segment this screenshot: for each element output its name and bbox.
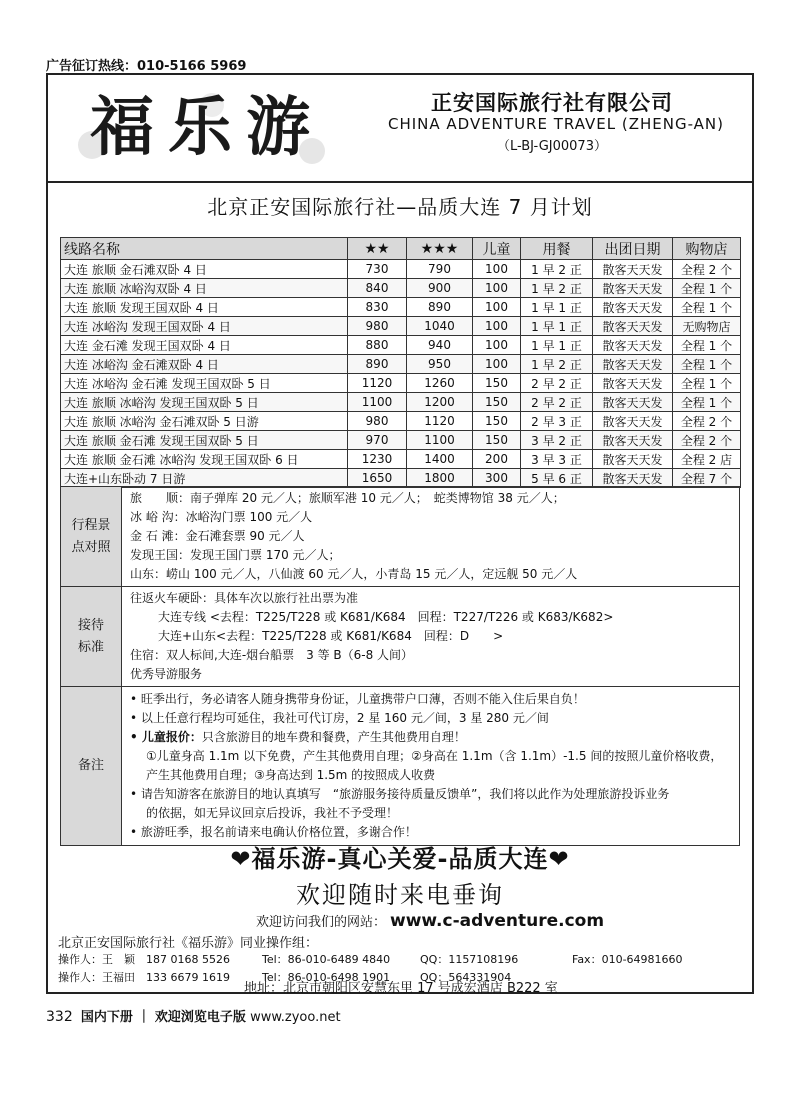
meals: 1 早 1 正 [521,298,593,317]
route-name: 大连 旅顺 金石滩双卧 4 日 [61,260,348,279]
advert-hotline: 广告征订热线：010-5166 5969 [46,59,247,74]
shops: 全程 1 个 [673,393,741,412]
route-name: 大连 冰峪沟 金石滩 发现王国双卧 5 日 [61,374,348,393]
price-3star: 1200 [407,393,473,412]
note-child-price: • 儿童报价：只含旅游目的地车费和餐费，产生其他费用自理！ [130,730,466,744]
company-name-en: CHINA ADVENTURE TRAVEL (ZHENG-AN) [387,115,725,133]
price-child: 150 [473,412,521,431]
price-2star: 830 [348,298,407,317]
departure: 散客天天发 [593,317,673,336]
notes-label: 备注 [61,687,122,846]
route-name: 大连 旅顺 冰峪沟 金石滩双卧 5 日游 [61,412,348,431]
shops: 全程 2 店 [673,450,741,469]
sight-jinshitan: 金 石 滩：金石滩套票 90 元／人 [130,529,305,543]
route-price-table [60,237,741,488]
reception-guide: 优秀导游服务 [130,667,203,681]
sights-content [122,487,740,587]
reception-content [122,587,740,687]
table-row [61,298,741,317]
route-name: 大连 旅顺 金石滩 发现王国双卧 5 日 [61,431,348,450]
operator-1-fax: Fax：010-64981660 [572,953,683,966]
footer-site[interactable]: www.zyoo.net [250,1010,341,1025]
table-row [61,374,741,393]
company-header [48,75,752,183]
table-row [61,393,741,412]
price-2star: 1100 [348,393,407,412]
fuleyou-calligraphy-logo [62,81,352,173]
col-header-2star: ★★ [348,238,407,260]
price-child: 100 [473,317,521,336]
sight-discoveryland: 发现王国：发现王国门票 170 元／人； [130,548,341,562]
departure: 散客天天发 [593,260,673,279]
price-2star: 980 [348,317,407,336]
price-child: 150 [473,431,521,450]
route-name: 大连 金石滩 发现王国双卧 4 日 [61,336,348,355]
route-name: 大连+山东卧动 7 日游 [61,469,348,488]
reception-label: 接待 标准 [61,587,122,687]
reception-lodging: 住宿：双人标间,大连-烟台船票 3 等 B（6-8 人间） [130,648,414,662]
note-id-requirement: • 旺季出行，务必请客人随身携带身份证，儿童携带户口薄，否则不能入住后果自负！ [130,692,585,706]
price-child: 150 [473,374,521,393]
price-child: 150 [473,393,521,412]
meals: 1 早 2 正 [521,279,593,298]
shops: 全程 1 个 [673,336,741,355]
price-3star: 890 [407,298,473,317]
shops: 全程 2 个 [673,260,741,279]
travel-info-table [60,486,740,846]
col-header-child: 儿童 [473,238,521,260]
meals: 3 早 2 正 [521,431,593,450]
sights-row [61,487,740,587]
price-3star: 790 [407,260,473,279]
price-3star: 900 [407,279,473,298]
departure: 散客天天发 [593,336,673,355]
col-header-3star: ★★★ [407,238,473,260]
slogan-call: 欢迎随时来电垂询 [296,881,504,909]
shops: 全程 2 个 [673,431,741,450]
table-row [61,260,741,279]
table-row [61,317,741,336]
slogan-main: ❤福乐游-真心关爱-品质大连❤ [230,845,570,873]
col-header-shops: 购物店 [673,238,741,260]
price-2star: 840 [348,279,407,298]
price-3star: 950 [407,355,473,374]
note-feedback-form-1: • 请告知游客在旅游目的地认真填写 “旅游服务接待质量反馈单”，我们将以此作为处理旅游投诉业务 [130,787,670,801]
footer-section: 国内下册 ｜ 欢迎浏览电子版 [80,1010,246,1025]
note-child-height-1: ①儿童身高 1.1m 以下免费，产生其他费用自理；②身高在 1.1m（含 1.1m）-1.5 间的按照儿童价格收费， [146,749,723,763]
departure: 散客天天发 [593,431,673,450]
price-2star: 1230 [348,450,407,469]
table-row [61,431,741,450]
notes-row [61,687,740,846]
license-number: （L-BJ-GJ00073） [497,139,607,154]
sight-lvshun: 旅 顺：南子弹库 20 元／人；旅顺军港 10 元／人； 蛇类博物馆 38 元／人； [130,491,565,505]
company-address: 地址：北京市朝阳区安慧东里 17 号成宏酒店 B222 室 [244,981,558,996]
note-extend-stay: • 以上任意行程均可延住，我社可代订房，2 星 160 元／间，3 星 280 元／间 [130,711,549,725]
meals: 3 早 3 正 [521,450,593,469]
price-2star: 880 [348,336,407,355]
heart-icon: ❤ [230,845,252,873]
website-link[interactable]: www.c-adventure.com [390,911,605,931]
departure: 散客天天发 [593,393,673,412]
operator-1-name: 操作人：王 颖 187 0168 5526 [58,953,230,966]
departure: 散客天天发 [593,355,673,374]
notes-content [122,687,740,846]
price-2star: 980 [348,412,407,431]
sight-bingyugou: 冰 峪 沟：冰峪沟门票 100 元／人 [130,510,313,524]
page-footer [46,1006,341,1025]
price-child: 100 [473,298,521,317]
sight-shandong: 山东：崂山 100 元／人，八仙渡 60 元／人，小青岛 15 元／人，定远舰 50 元／人 [130,567,578,581]
table-row [61,469,741,488]
shops: 全程 2 个 [673,412,741,431]
shops: 全程 1 个 [673,279,741,298]
sights-label: 行程景 点对照 [61,487,122,587]
table-row [61,450,741,469]
price-2star: 970 [348,431,407,450]
meals: 2 早 3 正 [521,412,593,431]
price-3star: 1400 [407,450,473,469]
price-3star: 940 [407,336,473,355]
logo-text: 福乐游 [90,90,324,165]
price-3star: 1100 [407,431,473,450]
departure: 散客天天发 [593,298,673,317]
operator-2-qq: QQ：564331904 [420,971,512,984]
meals: 5 早 6 正 [521,469,593,488]
heart-icon: ❤ [548,845,570,873]
meals: 1 早 2 正 [521,355,593,374]
meals: 1 早 1 正 [521,336,593,355]
note-child-height-2: 产生其他费用自理；③身高达到 1.5m 的按照成人收费 [146,768,436,782]
page-title: 北京正安国际旅行社—品质大连 7 月计划 [207,195,593,219]
price-child: 100 [473,260,521,279]
price-child: 200 [473,450,521,469]
route-name: 大连 旅顺 冰峪沟双卧 4 日 [61,279,348,298]
price-2star: 1650 [348,469,407,488]
page-number: 332 [46,1009,73,1025]
reception-train: 往返火车硬卧：具体车次以旅行社出票为准 [130,591,359,605]
price-3star: 1040 [407,317,473,336]
operator-2-name: 操作人：王福田 133 6679 1619 [58,971,230,984]
price-3star: 1800 [407,469,473,488]
meals: 2 早 2 正 [521,393,593,412]
departure: 散客天天发 [593,469,673,488]
departure: 散客天天发 [593,279,673,298]
note-feedback-form-2: 的依据，如无异议回京后投诉，我社不予受理！ [146,806,399,820]
table-row [61,336,741,355]
operator-2-tel: Tel：86-010-6498 1901 [262,971,391,984]
price-2star: 890 [348,355,407,374]
col-header-route: 线路名称 [61,238,348,260]
price-3star: 1260 [407,374,473,393]
route-name: 大连 冰峪沟 金石滩双卧 4 日 [61,355,348,374]
col-header-meals: 用餐 [521,238,593,260]
price-2star: 1120 [348,374,407,393]
meals: 1 早 1 正 [521,317,593,336]
meals: 2 早 2 正 [521,374,593,393]
shops: 无购物店 [673,317,741,336]
ad-frame [46,73,754,994]
route-name: 大连 旅顺 冰峪沟 发现王国双卧 5 日 [61,393,348,412]
table-row [61,279,741,298]
route-name: 大连 旅顺 发现王国双卧 4 日 [61,298,348,317]
table-row [61,412,741,431]
meals: 1 早 2 正 [521,260,593,279]
reception-dalian-route: 大连专线 <去程：T225/T228 或 K681/K684 回程：T227/T226 或 K683/K682> [158,610,614,624]
price-3star: 1120 [407,412,473,431]
price-child: 100 [473,336,521,355]
shops: 全程 1 个 [673,374,741,393]
route-name: 大连 旅顺 金石滩 冰峪沟 发现王国双卧 6 日 [61,450,348,469]
reception-shandong-route: 大连+山东<去程：T225/T228 或 K681/K684 回程：D > [158,629,504,643]
shops: 全程 7 个 [673,469,741,488]
reception-row [61,587,740,687]
price-child: 100 [473,355,521,374]
operator-1-tel: Tel：86-010-6489 4840 [262,953,391,966]
company-name-cn: 正安国际旅行社有限公司 [431,91,673,115]
website-line: 欢迎访问我们的网站： www.c-adventure.com [256,911,605,931]
shops: 全程 1 个 [673,298,741,317]
price-child: 300 [473,469,521,488]
departure: 散客天天发 [593,412,673,431]
table-header-row [61,238,741,260]
shops: 全程 1 个 [673,355,741,374]
route-name: 大连 冰峪沟 发现王国双卧 4 日 [61,317,348,336]
price-2star: 730 [348,260,407,279]
departure: 散客天天发 [593,450,673,469]
operator-1-qq: QQ：1157108196 [420,953,519,966]
departure: 散客天天发 [593,374,673,393]
table-row [61,355,741,374]
col-header-departure: 出团日期 [593,238,673,260]
price-child: 100 [473,279,521,298]
note-confirm-price: • 旅游旺季，报名前请来电确认价格位置，多谢合作！ [130,825,417,839]
operators-title: 北京正安国际旅行社《福乐游》同业操作组： [58,936,319,951]
